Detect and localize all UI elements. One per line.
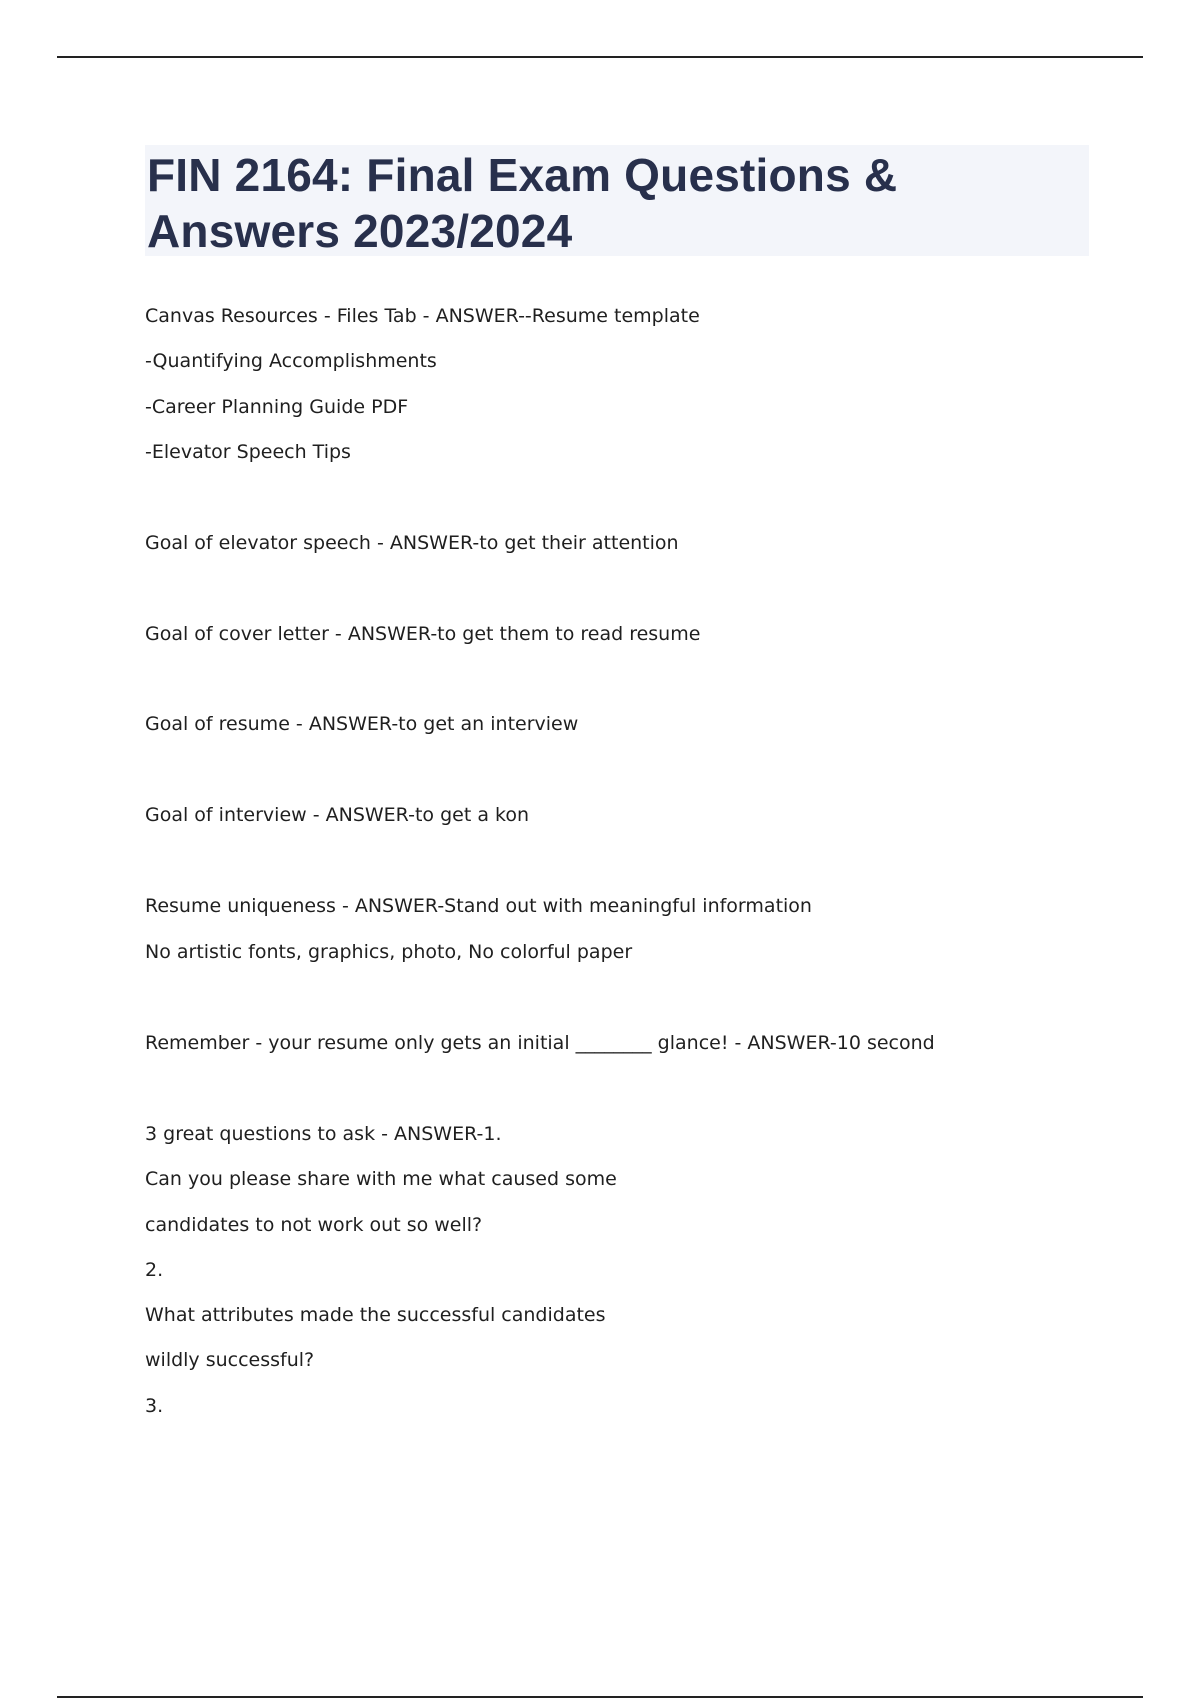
qa-line: wildly successful? (145, 1349, 315, 1371)
qa-line: -Quantifying Accomplishments (145, 350, 437, 372)
qa-line: 3. (145, 1395, 164, 1417)
qa-line: Goal of elevator speech - ANSWER-to get their attention (145, 532, 679, 554)
qa-line: Goal of interview - ANSWER-to get a kon (145, 804, 529, 826)
qa-line: -Career Planning Guide PDF (145, 396, 409, 418)
qa-line: Canvas Resources - Files Tab - ANSWER--Resume template (145, 305, 700, 327)
qa-line: candidates to not work out so well? (145, 1214, 483, 1236)
qa-line: Remember - your resume only gets an initial ________ glance! - ANSWER-10 second (145, 1032, 935, 1054)
qa-line: 3 great questions to ask - ANSWER-1. (145, 1123, 502, 1145)
top-divider (57, 56, 1143, 58)
qa-line: What attributes made the successful candidates (145, 1304, 606, 1326)
qa-line: No artistic fonts, graphics, photo, No colorful paper (145, 941, 633, 963)
title-block (145, 145, 1089, 256)
qa-line: -Elevator Speech Tips (145, 441, 351, 463)
qa-line: 2. (145, 1259, 164, 1281)
qa-line: Goal of resume - ANSWER-to get an interview (145, 713, 579, 735)
bottom-divider (57, 1696, 1143, 1698)
qa-line: Can you please share with me what caused some (145, 1168, 617, 1190)
document-title: FIN 2164: Final Exam Questions & Answers 2023/2024 (147, 149, 898, 257)
qa-line: Goal of cover letter - ANSWER-to get them to read resume (145, 623, 701, 645)
qa-line: Resume uniqueness - ANSWER-Stand out with meaningful information (145, 895, 812, 917)
